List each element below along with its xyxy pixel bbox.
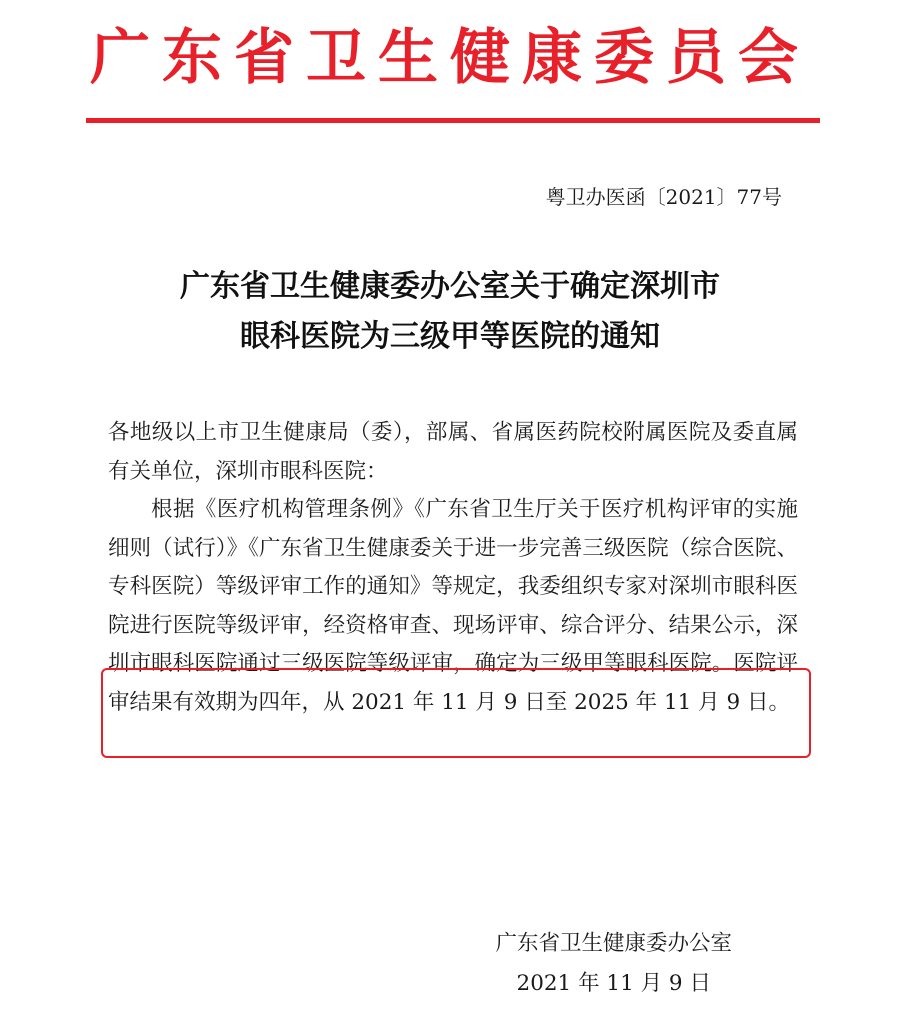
signature-issuer: 广东省卫生健康委办公室 <box>495 931 732 956</box>
document-body <box>108 414 798 722</box>
red-divider-line <box>86 118 820 123</box>
title-line-2: 眼科医院为三级甲等医院的通知 <box>240 319 660 354</box>
title-line-1: 广东省卫生健康委办公室关于确定深圳市 <box>180 269 720 304</box>
highlighted-text: 现场评审、综合评分、结果公示，深圳市眼科医院通过三级医院等级评审，确定为三级甲等眼科医院。 <box>108 612 798 676</box>
main-paragraph <box>108 491 798 722</box>
paragraph-before-highlight: 根据《医疗机构管理条例》《广东省卫生厅关于医疗机构评审的实施细则（试行）》《广东省卫生健康委关于进一步完善三级医院（综合医院、专科医院）等级评审工作的通知》等规定，我委组织专家对深圳市眼科医院进行医院等级评审，经资格审查、 <box>108 497 798 638</box>
masthead-issuer: 广东省卫生健康委员会 <box>90 23 810 93</box>
signature-block <box>495 924 732 1004</box>
paragraph-after-highlight: 医院评审结果有效期为四年，从 2021 年 11 月 9 日至 2025 年 11 月 9 日。 <box>108 651 798 715</box>
document-number: 粤卫办医函〔2021〕77号 <box>545 185 782 209</box>
signature-date: 2021 年 11 月 9 日 <box>516 971 711 996</box>
salutation: 各地级以上市卫生健康局（委），部属、省属医药院校附属医院及委直属有关单位，深圳市眼科医院： <box>108 420 798 484</box>
document-title <box>0 262 900 362</box>
